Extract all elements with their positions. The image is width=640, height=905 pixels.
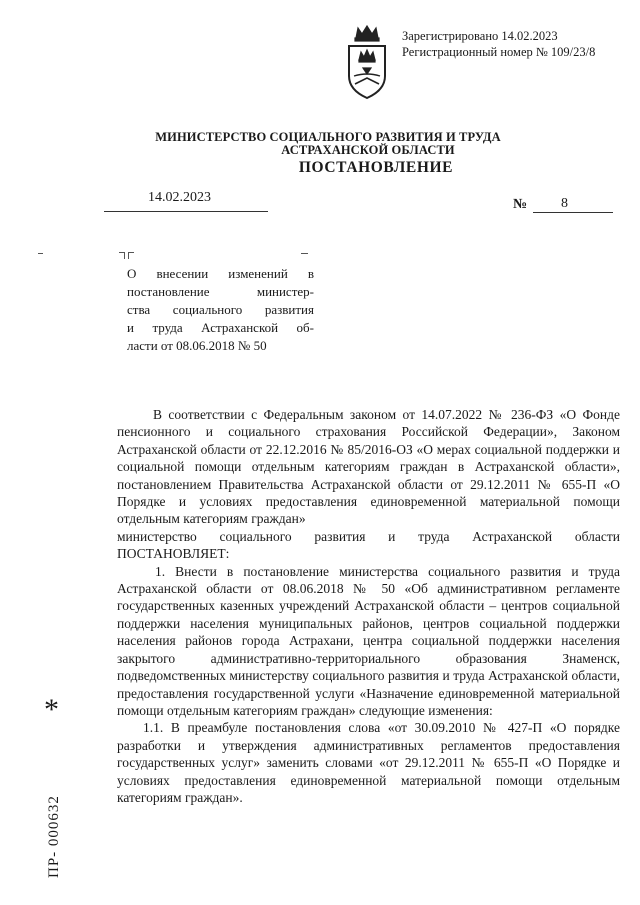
ministry-line-2: АСТРАХАНСКОЙ ОБЛАСТИ: [281, 143, 455, 157]
title-line: О внесении изменений в: [127, 266, 314, 281]
coat-of-arms-icon: [344, 24, 390, 102]
document-number: 8: [561, 196, 568, 211]
title-line: ства социального развития: [127, 302, 314, 317]
margin-star: *: [44, 693, 59, 726]
number-underline: [533, 212, 613, 213]
registration-stamp: [402, 28, 595, 60]
margin-code: ПР- 000632: [46, 795, 62, 878]
ministry-name: [0, 131, 640, 157]
ministry-line: министерство социального развития и труда Астраханской области: [117, 528, 620, 544]
corner-mark: [38, 253, 43, 258]
document-type-label: ПОСТАНОВЛЕНИЕ: [298, 159, 454, 176]
number-label: №: [513, 197, 528, 212]
document-title: [127, 265, 314, 355]
ministry-line-1: МИНИСТЕРСТВО СОЦИАЛЬНОГО РАЗВИТИЯ И ТРУДА: [155, 130, 501, 144]
title-line: и труда Астраханской об-: [127, 320, 314, 335]
document-body: [117, 406, 620, 806]
title-line: постановление министер-: [127, 284, 314, 299]
preamble-paragraph: В соответствии с Федеральным законом от 14.07.2022 № 236-ФЗ «О Фонде пенсионного и социального страхования Российской Федерации», Законом Астраханской области от 22.12.2016 № 85/2016-ОЗ «О мерах социальной поддержки и социальной помощи отдельным категориям граждан в Астраханской области», постановлением Правительства Астраханской области от 29.12.2011 № 655-П «О Порядке и условиях предоставления единовременной материальной помощи отдельным категориям граждан»: [117, 407, 620, 527]
document-date: 14.02.2023: [148, 190, 211, 205]
title-line: ласти от 08.06.2018 № 50: [127, 338, 267, 353]
item-1-paragraph: 1. Внести в постановление министерства социального развития и труда Астраханской области от 08.06.2018 № 50 «Об административном регламенте государственных казенных учреждений Астраханской области – центров социальной поддержки населения муниципальных районов, центров социальной поддержки населения районов города Астрахани, центра социальной поддержки населения закрытого административно-территориального образования Знаменск, подведомственных министерству социального развития и труда Астраханской области, предоставления государственной услуги «Назначение единовременной материальной помощи отдельным категориям граждан» следующие изменения:: [117, 563, 620, 718]
item-1-1-paragraph: 1.1. В преамбуле постановления слова «от 30.09.2010 № 427-П «О порядке разработки и утверждения административных регламентов предоставления государственных услуг» заменить словами «от 29.12.2011 № 655-П «О Порядке и условиях предоставления единовременной материальной помощи отдельным категориям граждан».: [117, 720, 620, 805]
decides-label: ПОСТАНОВЛЯЕТ:: [117, 546, 230, 562]
registration-number: Регистрационный номер № 109/23/8: [402, 45, 596, 59]
corner-mark: [301, 253, 308, 258]
registration-date: Зарегистрировано 14.02.2023: [402, 29, 558, 43]
document-type: [0, 159, 640, 177]
date-underline: [104, 211, 268, 212]
corner-mark: [119, 252, 125, 259]
corner-mark: [128, 252, 134, 259]
